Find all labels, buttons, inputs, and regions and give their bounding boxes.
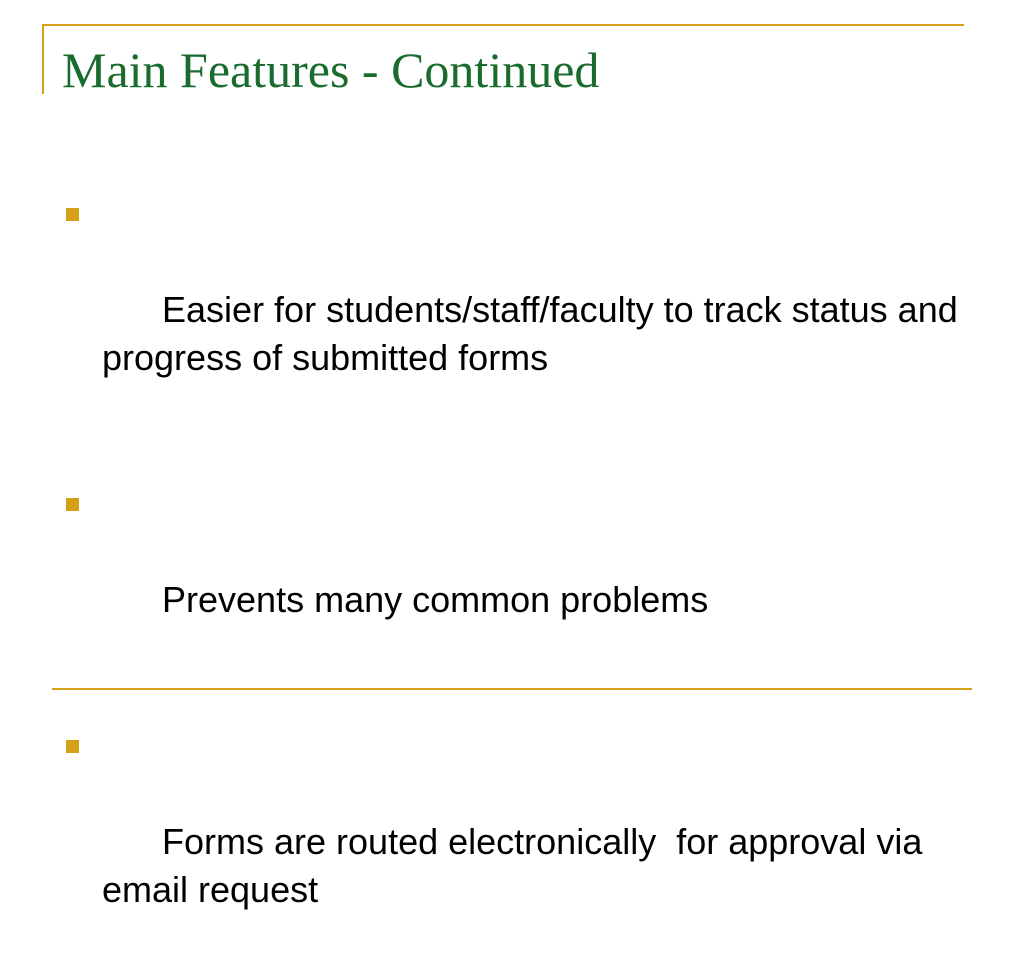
bullet-item <box>62 190 972 430</box>
bullet-item <box>62 480 972 672</box>
left-frame-line <box>42 24 44 94</box>
bottom-divider-line <box>52 688 972 690</box>
bullet-text: Forms are routed electronically for approval via email request <box>102 821 933 910</box>
square-bullet-icon <box>66 498 79 511</box>
slide-title: Main Features - Continued <box>62 42 600 98</box>
bullet-item <box>62 722 972 962</box>
square-bullet-icon <box>66 208 79 221</box>
top-frame-line <box>42 24 964 26</box>
bullet-list <box>62 190 972 962</box>
bullet-text: Prevents many common problems <box>162 579 709 620</box>
square-bullet-icon <box>66 740 79 753</box>
bullet-text: Easier for students/staff/faculty to track status and progress of submitted forms <box>102 289 968 378</box>
